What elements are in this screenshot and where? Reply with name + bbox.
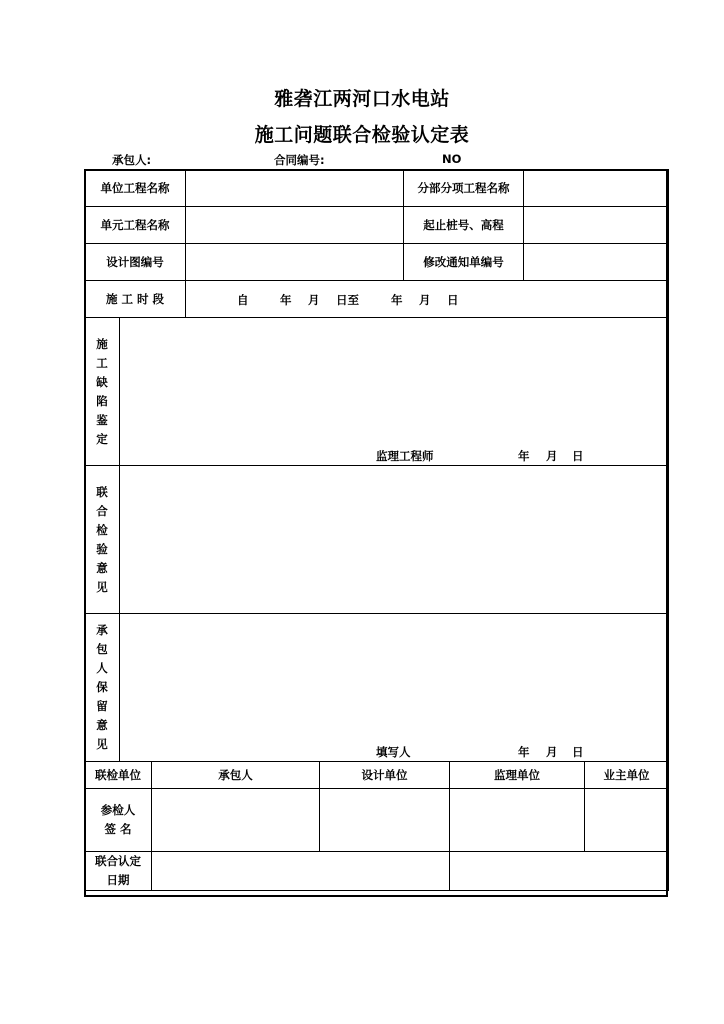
supervisor-engineer-label: 监理工程师 bbox=[376, 449, 434, 463]
owner-unit-signature-cell[interactable] bbox=[585, 789, 669, 852]
construction-period-value[interactable] bbox=[186, 281, 669, 318]
contractor-label: 承包人: bbox=[112, 153, 152, 167]
unit-project-name-label: 单位工程名称 bbox=[85, 170, 186, 207]
period-month-2: 月 bbox=[419, 293, 431, 307]
unit-element-name-label: 单元工程名称 bbox=[85, 207, 186, 244]
joint-confirmation-date-label: 联合认定 日期 bbox=[85, 852, 152, 891]
contractor-reserved-opinion-label: 承 包 人 保 留 意 见 bbox=[85, 614, 120, 762]
filler-signature-line bbox=[376, 744, 584, 760]
reserve-year: 年 bbox=[518, 745, 530, 759]
reserve-month: 月 bbox=[546, 745, 558, 759]
column-design-unit: 设计单位 bbox=[320, 762, 450, 789]
document-title: 雅砻江两河口水电站 bbox=[274, 88, 450, 110]
joint-confirmation-date-right[interactable] bbox=[450, 852, 669, 891]
supervisor-signature-line bbox=[376, 448, 584, 464]
supervision-unit-signature-cell[interactable] bbox=[450, 789, 585, 852]
unit-element-name-value[interactable] bbox=[186, 207, 404, 244]
joint-confirmation-date-left[interactable] bbox=[152, 852, 450, 891]
defect-day: 日 bbox=[572, 449, 584, 463]
defect-month: 月 bbox=[546, 449, 558, 463]
construction-period-label: 施 工 时 段 bbox=[85, 281, 186, 318]
design-unit-signature-cell[interactable] bbox=[320, 789, 450, 852]
period-month-1: 月 bbox=[308, 293, 320, 307]
unit-project-name-value[interactable] bbox=[186, 170, 404, 207]
document-subtitle: 施工问题联合检验认定表 bbox=[254, 124, 470, 146]
column-supervision-unit: 监理单位 bbox=[450, 762, 585, 789]
change-notice-number-label: 修改通知单编号 bbox=[404, 244, 524, 281]
contractor-reserved-opinion-content[interactable] bbox=[120, 614, 669, 762]
period-year-2: 年 bbox=[391, 293, 403, 307]
period-day-2: 日 bbox=[447, 293, 459, 307]
contract-number-label: 合同编号: bbox=[274, 153, 325, 167]
joint-inspection-opinion-label: 联 合 检 验 意 见 bbox=[85, 466, 120, 614]
subitem-project-name-label: 分部分项工程名称 bbox=[404, 170, 524, 207]
participant-signature-label: 参检人 签 名 bbox=[85, 789, 152, 852]
column-contractor: 承包人 bbox=[152, 762, 320, 789]
period-year-1: 年 bbox=[280, 293, 292, 307]
change-notice-number-value[interactable] bbox=[524, 244, 669, 281]
joint-inspection-opinion-content[interactable] bbox=[120, 466, 669, 614]
reserve-day: 日 bbox=[572, 745, 584, 759]
station-elevation-label: 起止桩号、高程 bbox=[404, 207, 524, 244]
period-from: 自 bbox=[237, 293, 249, 307]
inspection-form-table bbox=[84, 169, 669, 891]
drawing-number-label: 设计图编号 bbox=[85, 244, 186, 281]
defect-appraisal-content[interactable] bbox=[120, 318, 669, 466]
station-elevation-value[interactable] bbox=[524, 207, 669, 244]
column-owner-unit: 业主单位 bbox=[585, 762, 669, 789]
subitem-project-name-value[interactable] bbox=[524, 170, 669, 207]
defect-appraisal-label: 施 工 缺 陷 鉴 定 bbox=[85, 318, 120, 466]
contractor-signature-cell[interactable] bbox=[152, 789, 320, 852]
drawing-number-value[interactable] bbox=[186, 244, 404, 281]
inspection-unit-label: 联检单位 bbox=[85, 762, 152, 789]
defect-year: 年 bbox=[518, 449, 530, 463]
period-day-to: 日至 bbox=[336, 293, 359, 307]
serial-number-label: NO bbox=[442, 152, 462, 166]
filler-label: 填写人 bbox=[376, 745, 411, 759]
